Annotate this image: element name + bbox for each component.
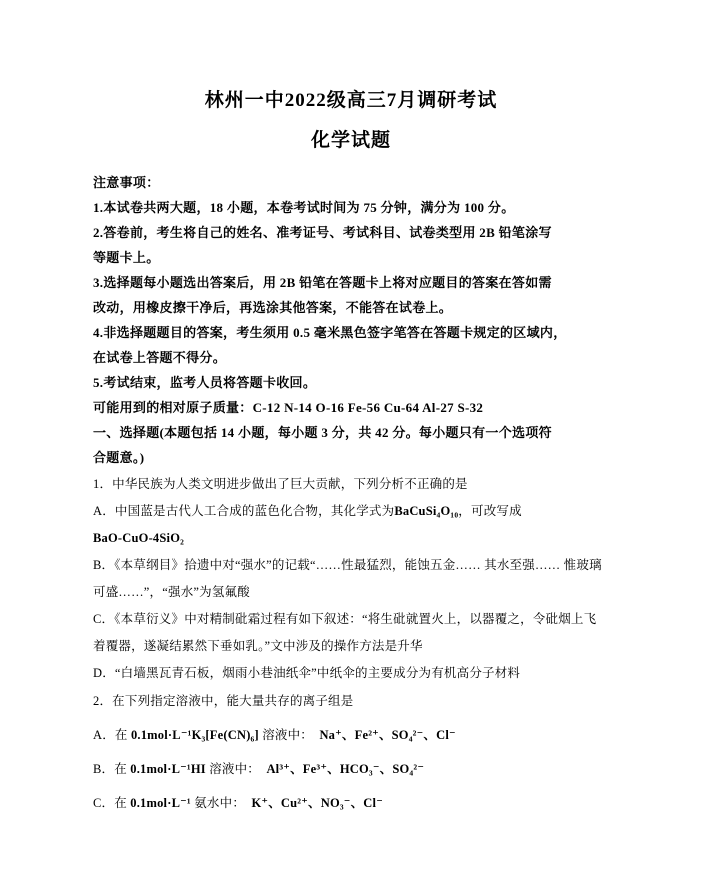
body-text: 等题卡上。 bbox=[93, 250, 160, 265]
question-1-option-a-formula bbox=[93, 525, 609, 552]
notice-item-3 bbox=[93, 270, 609, 295]
body-text: 在试卷上答题不得分。 bbox=[93, 350, 227, 365]
section-header bbox=[93, 420, 609, 445]
document-body bbox=[93, 170, 609, 817]
formula-text: Al³⁺、Fe³⁺、HCO₃⁻、SO₄²⁻ bbox=[266, 762, 425, 776]
body-text: A．中国蓝是古代人工合成的蓝色化合物，其化学式为 bbox=[93, 504, 395, 518]
formula-text: Na⁺、Fe²⁺、SO₄²⁻、Cl⁻ bbox=[319, 728, 456, 742]
body-text: 2.答卷前，考生将自己的姓名、准考证号、考试科目、试卷类型用 2B 铅笔涂写 bbox=[93, 225, 552, 240]
notice-item-2 bbox=[93, 220, 609, 245]
body-text: 着覆器，遂凝结累然下垂如乳。”文中涉及的操作方法是升华 bbox=[93, 639, 423, 653]
notice-item-3-cont bbox=[93, 295, 609, 320]
body-text: 一、选择题(本题包括 14 小题，每小题 3 分，共 42 分。每小题只有一个选项符 bbox=[93, 425, 552, 440]
body-text: 2．在下列指定溶液中，能大量共存的离子组是 bbox=[93, 694, 354, 708]
body-text: D．“白墙黑瓦青石板，烟雨小巷油纸伞”中纸伞的主要成分为有机高分子材料 bbox=[93, 666, 521, 680]
question-2-option-c bbox=[93, 790, 609, 817]
atomic-mass-line bbox=[93, 395, 609, 420]
question-1-stem bbox=[93, 471, 609, 498]
body-text: C．在 bbox=[93, 796, 131, 810]
formula-text: 0.1mol·L⁻¹ bbox=[130, 796, 191, 810]
notice-item-5 bbox=[93, 370, 609, 395]
formula-text: K⁺、Cu²⁺、NO₃⁻、Cl⁻ bbox=[251, 796, 384, 810]
body-text: 溶液中： bbox=[205, 762, 267, 776]
notice-item-2-cont bbox=[93, 245, 609, 270]
question-1-option-b-cont bbox=[93, 579, 609, 606]
body-text: 合题意。) bbox=[93, 450, 145, 465]
question-1-option-c bbox=[93, 606, 609, 633]
question-1-option-a bbox=[93, 498, 609, 525]
body-text: 改动，用橡皮擦干净后，再选涂其他答案，不能答在试卷上。 bbox=[93, 300, 453, 315]
notice-item-4-cont bbox=[93, 345, 609, 370]
body-text: 溶液中： bbox=[258, 728, 320, 742]
body-text: B．在 bbox=[93, 762, 131, 776]
question-1-option-d bbox=[93, 660, 609, 687]
body-text: 可能用到的相对原子质量：C-12 N-14 O-16 Fe-56 Cu-64 Al-27 S-32 bbox=[93, 400, 484, 415]
body-text: 5.考试结束，监考人员将答题卡收回。 bbox=[93, 375, 317, 390]
question-2-stem bbox=[93, 688, 609, 715]
question-1-option-c-cont bbox=[93, 633, 609, 660]
question-2-option-a bbox=[93, 722, 609, 749]
notice-item-4 bbox=[93, 320, 609, 345]
body-text: 可盛……”，“强水”为氢氟酸 bbox=[93, 585, 250, 599]
body-text: 1．中华民族为人类文明进步做出了巨大贡献，下列分析不正确的是 bbox=[93, 477, 468, 491]
notice-item-1 bbox=[93, 195, 609, 220]
body-text: B．《本草纲目》拾遗中对“强水”的记载“……性最猛烈，能蚀五金…… 其水至强…… 惟玻璃 bbox=[93, 558, 602, 572]
formula-text: BaO-CuO-4SiO₂ bbox=[93, 531, 185, 545]
body-text: ，可改写成 bbox=[458, 504, 522, 518]
body-text: 3.选择题每小题选出答案后，用 2B 铅笔在答题卡上将对应题目的答案在答如需 bbox=[93, 275, 552, 290]
page-title: 林州一中2022级高三7月调研考试 bbox=[204, 90, 498, 111]
notice-heading bbox=[93, 170, 609, 195]
question-1-option-b bbox=[93, 552, 609, 579]
formula-text: 0.1mol·L⁻¹K₃[Fe(CN)₆] bbox=[130, 728, 259, 742]
body-text: 4.非选择题题目的答案，考生须用 0.5 毫米黑色签字笔答在答题卡规定的区域内， bbox=[93, 325, 567, 340]
formula-text: BaCuSi₄O₁₀ bbox=[394, 504, 459, 518]
page-subtitle: 化学试题 bbox=[310, 130, 391, 151]
question-2-option-b bbox=[93, 756, 609, 783]
section-header-cont bbox=[93, 445, 609, 470]
body-text: 氨水中： bbox=[190, 796, 252, 810]
body-text: A．在 bbox=[93, 728, 131, 742]
body-text: 注意事项： bbox=[93, 175, 160, 190]
formula-text: 0.1mol·L⁻¹HI bbox=[130, 762, 206, 776]
body-text: C．《本草衍义》中对精制砒霜过程有如下叙述：“将生砒就置火上，以器覆之，令砒烟上飞 bbox=[93, 612, 597, 626]
body-text: 1.本试卷共两大题，18 小题，本卷考试时间为 75 分钟，满分为 100 分。 bbox=[93, 200, 515, 215]
